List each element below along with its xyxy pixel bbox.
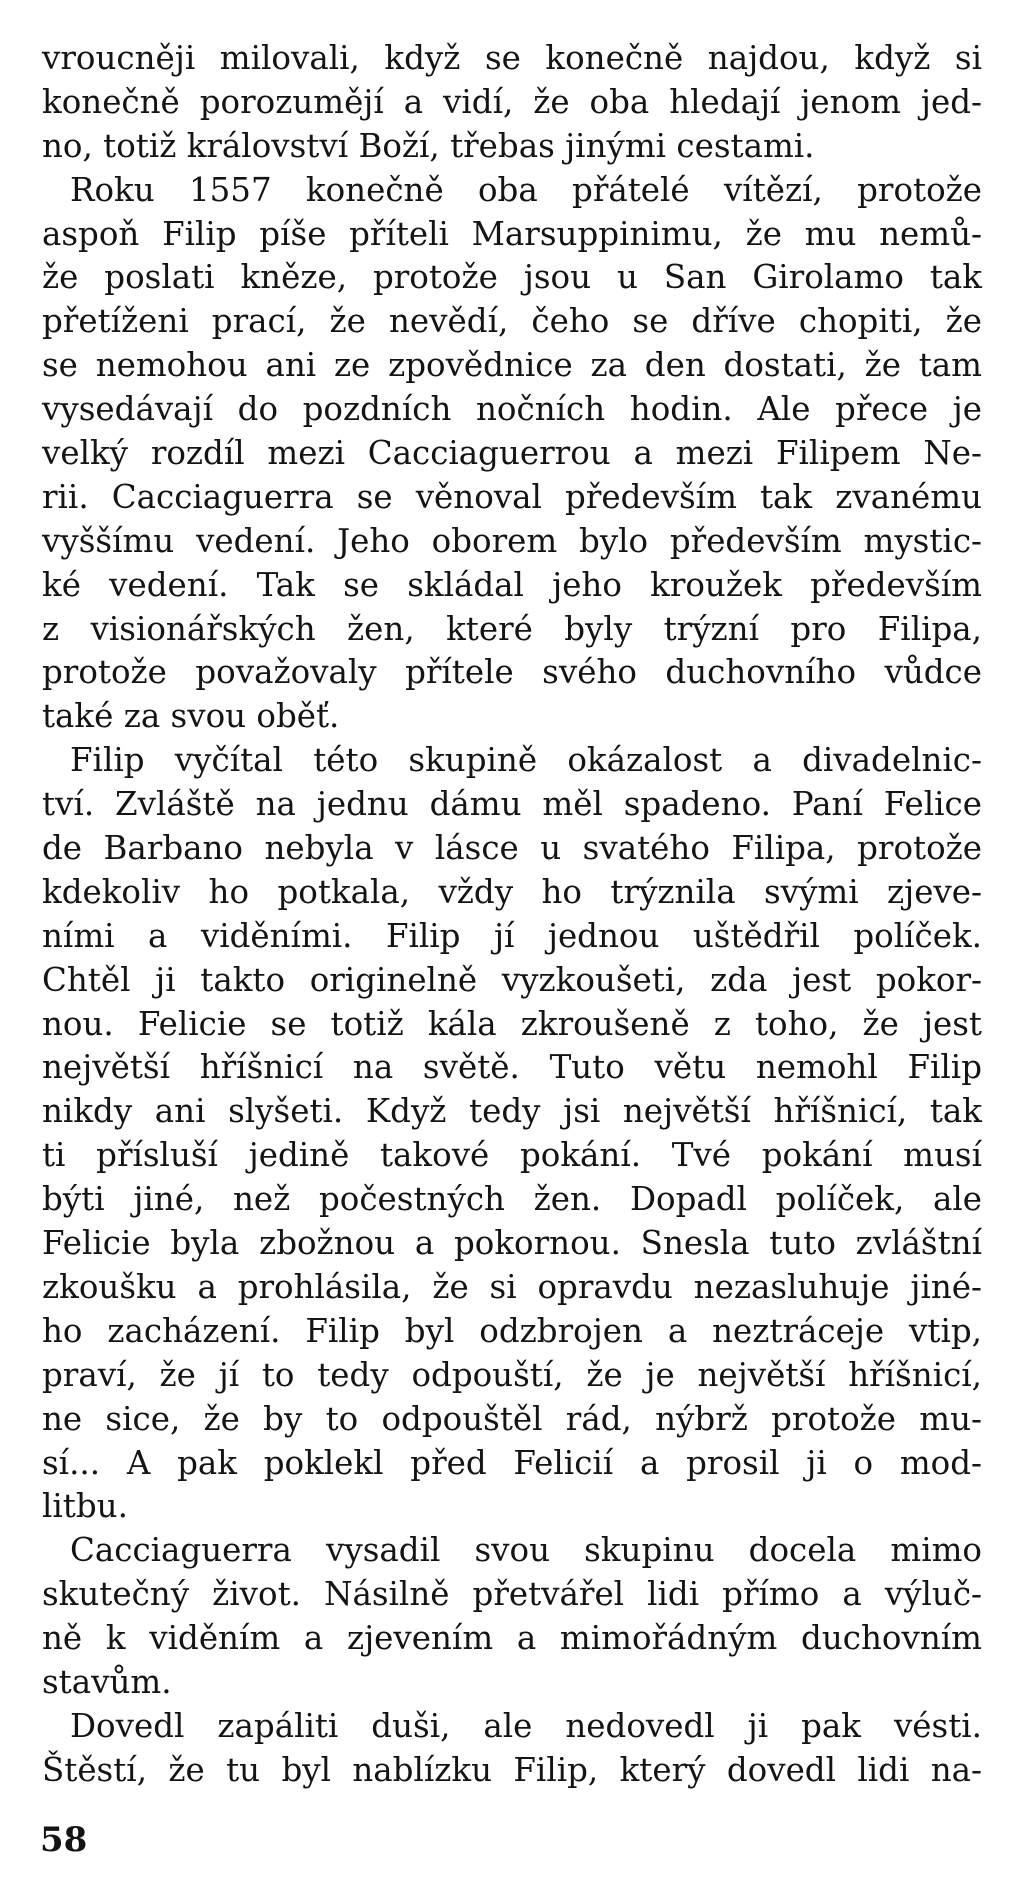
text-line: býti jiné, než počestných žen. Dopadl políček, ale [42, 1180, 982, 1219]
text-line: Dovedl zapáliti duši, ale nedovedl ji pak vésti. [70, 1706, 982, 1745]
text-line: nou. Felicie se totiž kála zkroušeně z toho, že jest [42, 1004, 982, 1043]
text-line: skutečný život. Násilně přetvářel lidi přímo a výluč- [42, 1575, 982, 1614]
text-line: de Barbano nebyla v lásce u svatého Filipa, protože [42, 829, 982, 868]
text-line: z visionářských žen, které byly trýzní pro Filipa, [42, 609, 982, 648]
text-line: Filip vyčítal této skupině okázalost a divadelnic- [70, 741, 982, 780]
text-line: sí... A pak poklekl před Felicií a prosil ji o mod- [42, 1443, 982, 1482]
text-line: nikdy ani slyšeti. Když tedy jsi největší hříšnicí, tak [42, 1092, 982, 1131]
text-line: ními a viděními. Filip jí jednou uštědřil políček. [42, 916, 982, 955]
text-line: Štěstí, že tu byl nablízku Filip, který dovedl lidi na- [42, 1750, 982, 1789]
text-line: také za svou oběť. [42, 697, 340, 736]
body-text [42, 37, 982, 1793]
text-line: se nemohou ani ze zpovědnice za den dostati, že tam [42, 346, 982, 385]
text-line: že poslati kněze, protože jsou u San Girolamo tak [42, 258, 982, 297]
text-line: Cacciaguerra vysadil svou skupinu docela mimo [70, 1531, 982, 1570]
text-line: rii. Cacciaguerra se věnoval především tak zvanému [42, 477, 982, 516]
text-line: Roku 1557 konečně oba přátelé vítězí, protože [70, 170, 982, 209]
text-line: ně k viděním a zjevením a mimořádným duchovním [42, 1619, 982, 1658]
text-line: konečně porozumějí a vidí, že oba hledají jenom jed- [42, 82, 982, 121]
text-line: tví. Zvláště na jednu dámu měl spadeno. Paní Felice [42, 785, 982, 824]
text-line: ti přísluší jedině takové pokání. Tvé pokání musí [42, 1136, 982, 1175]
page-number: 58 [40, 1820, 88, 1860]
text-line: litbu. [42, 1487, 128, 1526]
text-line: vroucněji milovali, když se konečně najdou, když si [42, 39, 982, 77]
text-line: protože považovaly přítele svého duchovního vůdce [42, 653, 982, 692]
text-line: zkoušku a prohlásila, že si opravdu nezasluhuje jiné- [42, 1267, 982, 1306]
text-line: kdekoliv ho potkala, vždy ho trýznila svými zjeve- [42, 872, 982, 911]
text-line: aspoň Filip píše příteli Marsuppinimu, že mu nemů- [42, 214, 982, 253]
text-line: ne sice, že by to odpouštěl rád, nýbrž protože mu- [42, 1399, 982, 1438]
text-line: Felicie byla zbožnou a pokornou. Snesla tuto zvláštní [42, 1224, 982, 1263]
text-line: ho zacházení. Filip byl odzbrojen a neztráceje vtip, [42, 1311, 982, 1350]
text-line: velký rozdíl mezi Cacciaguerrou a mezi Filipem Ne- [42, 434, 982, 473]
text-line: ké vedení. Tak se skládal jeho kroužek především [42, 565, 982, 604]
text-line: přetíženi prací, že nevědí, čeho se dříve chopiti, že [42, 302, 982, 341]
text-line: stavům. [42, 1662, 172, 1701]
text-line: Chtěl ji takto originelně vyzkoušeti, zda jest pokor- [42, 960, 982, 999]
text-line: praví, že jí to tedy odpouští, že je největší hříšnicí, [42, 1355, 982, 1394]
text-line: no, totiž království Boží, třebas jinými cestami. [42, 126, 815, 165]
text-line: vyššímu vedení. Jeho oborem bylo především mystic- [42, 521, 982, 560]
text-line: největší hříšnicí na světě. Tuto větu nemohl Filip [42, 1048, 982, 1087]
text-line: vysedávají do pozdních nočních hodin. Ale přece je [42, 390, 982, 429]
